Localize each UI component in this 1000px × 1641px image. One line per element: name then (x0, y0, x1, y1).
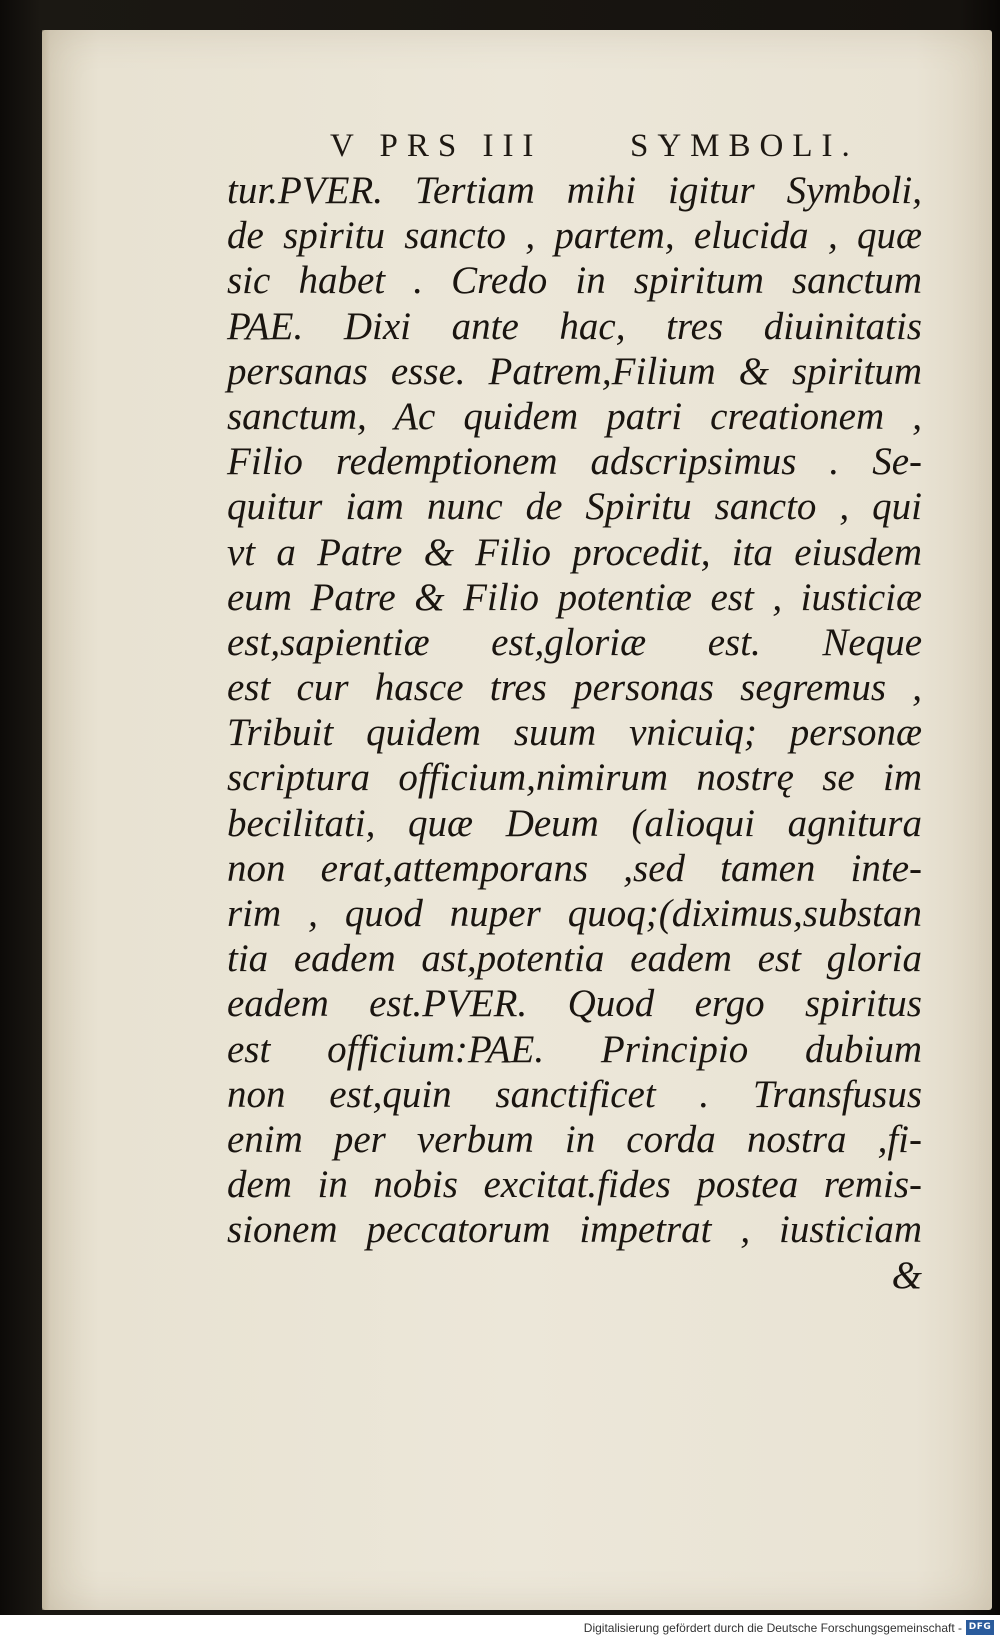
text-line: non est,quin sanctificet . Transfusus (227, 1072, 922, 1116)
running-head (330, 128, 880, 165)
text-line: Filio redemptionem adscripsimus . Se- (227, 440, 922, 484)
text-line: de spiritu sancto , partem, elucida , quæ (227, 214, 922, 258)
footer-credit: Digitalisierung gefördert durch die Deutsche Forschungsgemeinschaft - (583, 1621, 962, 1635)
text-line: Tribuit quidem suum vnicuiq; personæ (227, 711, 922, 755)
text-line: eum Patre & Filio potentiæ est , iusticiæ (227, 575, 922, 619)
text-line: dem in nobis excitat.fides postea remis- (227, 1163, 922, 1207)
text-line: rim , quod nuper quoq;(diximus,substan (227, 892, 922, 935)
text-line: scriptura officium,nimirum nostrę se im (227, 756, 922, 800)
text-line: persanas esse. Patrem,Filium & spiritum (227, 349, 922, 393)
text-line: PAE. Dixi ante hac, tres diuinitatis (227, 304, 922, 348)
digitization-footer (0, 1615, 1000, 1641)
text-line: becilitati, quæ Deum (alioqui agnitura (227, 801, 922, 845)
text-line: vt a Patre & Filio procedit, ita eiusdem (227, 530, 922, 574)
text-line: tur.PVER. Tertiam mihi igitur Symboli, (227, 169, 922, 212)
text-line: est cur hasce tres personas segremus , (227, 666, 922, 710)
text-line: tia eadem ast,potentia eadem est gloria (227, 937, 922, 981)
running-head-right: SYMBOLI. (630, 128, 859, 164)
text-line: sionem peccatorum impetrat , iusticiam (227, 1208, 922, 1252)
text-line: est,sapientiæ est,gloriæ est. Neque (227, 620, 922, 664)
text-line: sanctum, Ac quidem patri creationem , (227, 394, 922, 438)
catchword: & (891, 1253, 922, 1297)
text-line: quitur iam nunc de Spiritu sancto , qui (227, 485, 922, 529)
text-line: est officium:PAE. Principio dubium (227, 1027, 922, 1071)
text-line: eadem est.PVER. Quod ergo spiritus (227, 982, 922, 1026)
running-head-left: V PRS III (330, 128, 543, 164)
text-line: non erat,attemporans ,sed tamen inte- (227, 846, 922, 890)
body-text (227, 168, 922, 1298)
page-gutter-shadow (42, 30, 50, 1610)
text-line: sic habet . Credo in spiritum sanctum (227, 259, 922, 303)
text-line: enim per verbum in corda nostra ,fi- (227, 1117, 922, 1161)
dfg-logo: DFG (966, 1620, 994, 1635)
